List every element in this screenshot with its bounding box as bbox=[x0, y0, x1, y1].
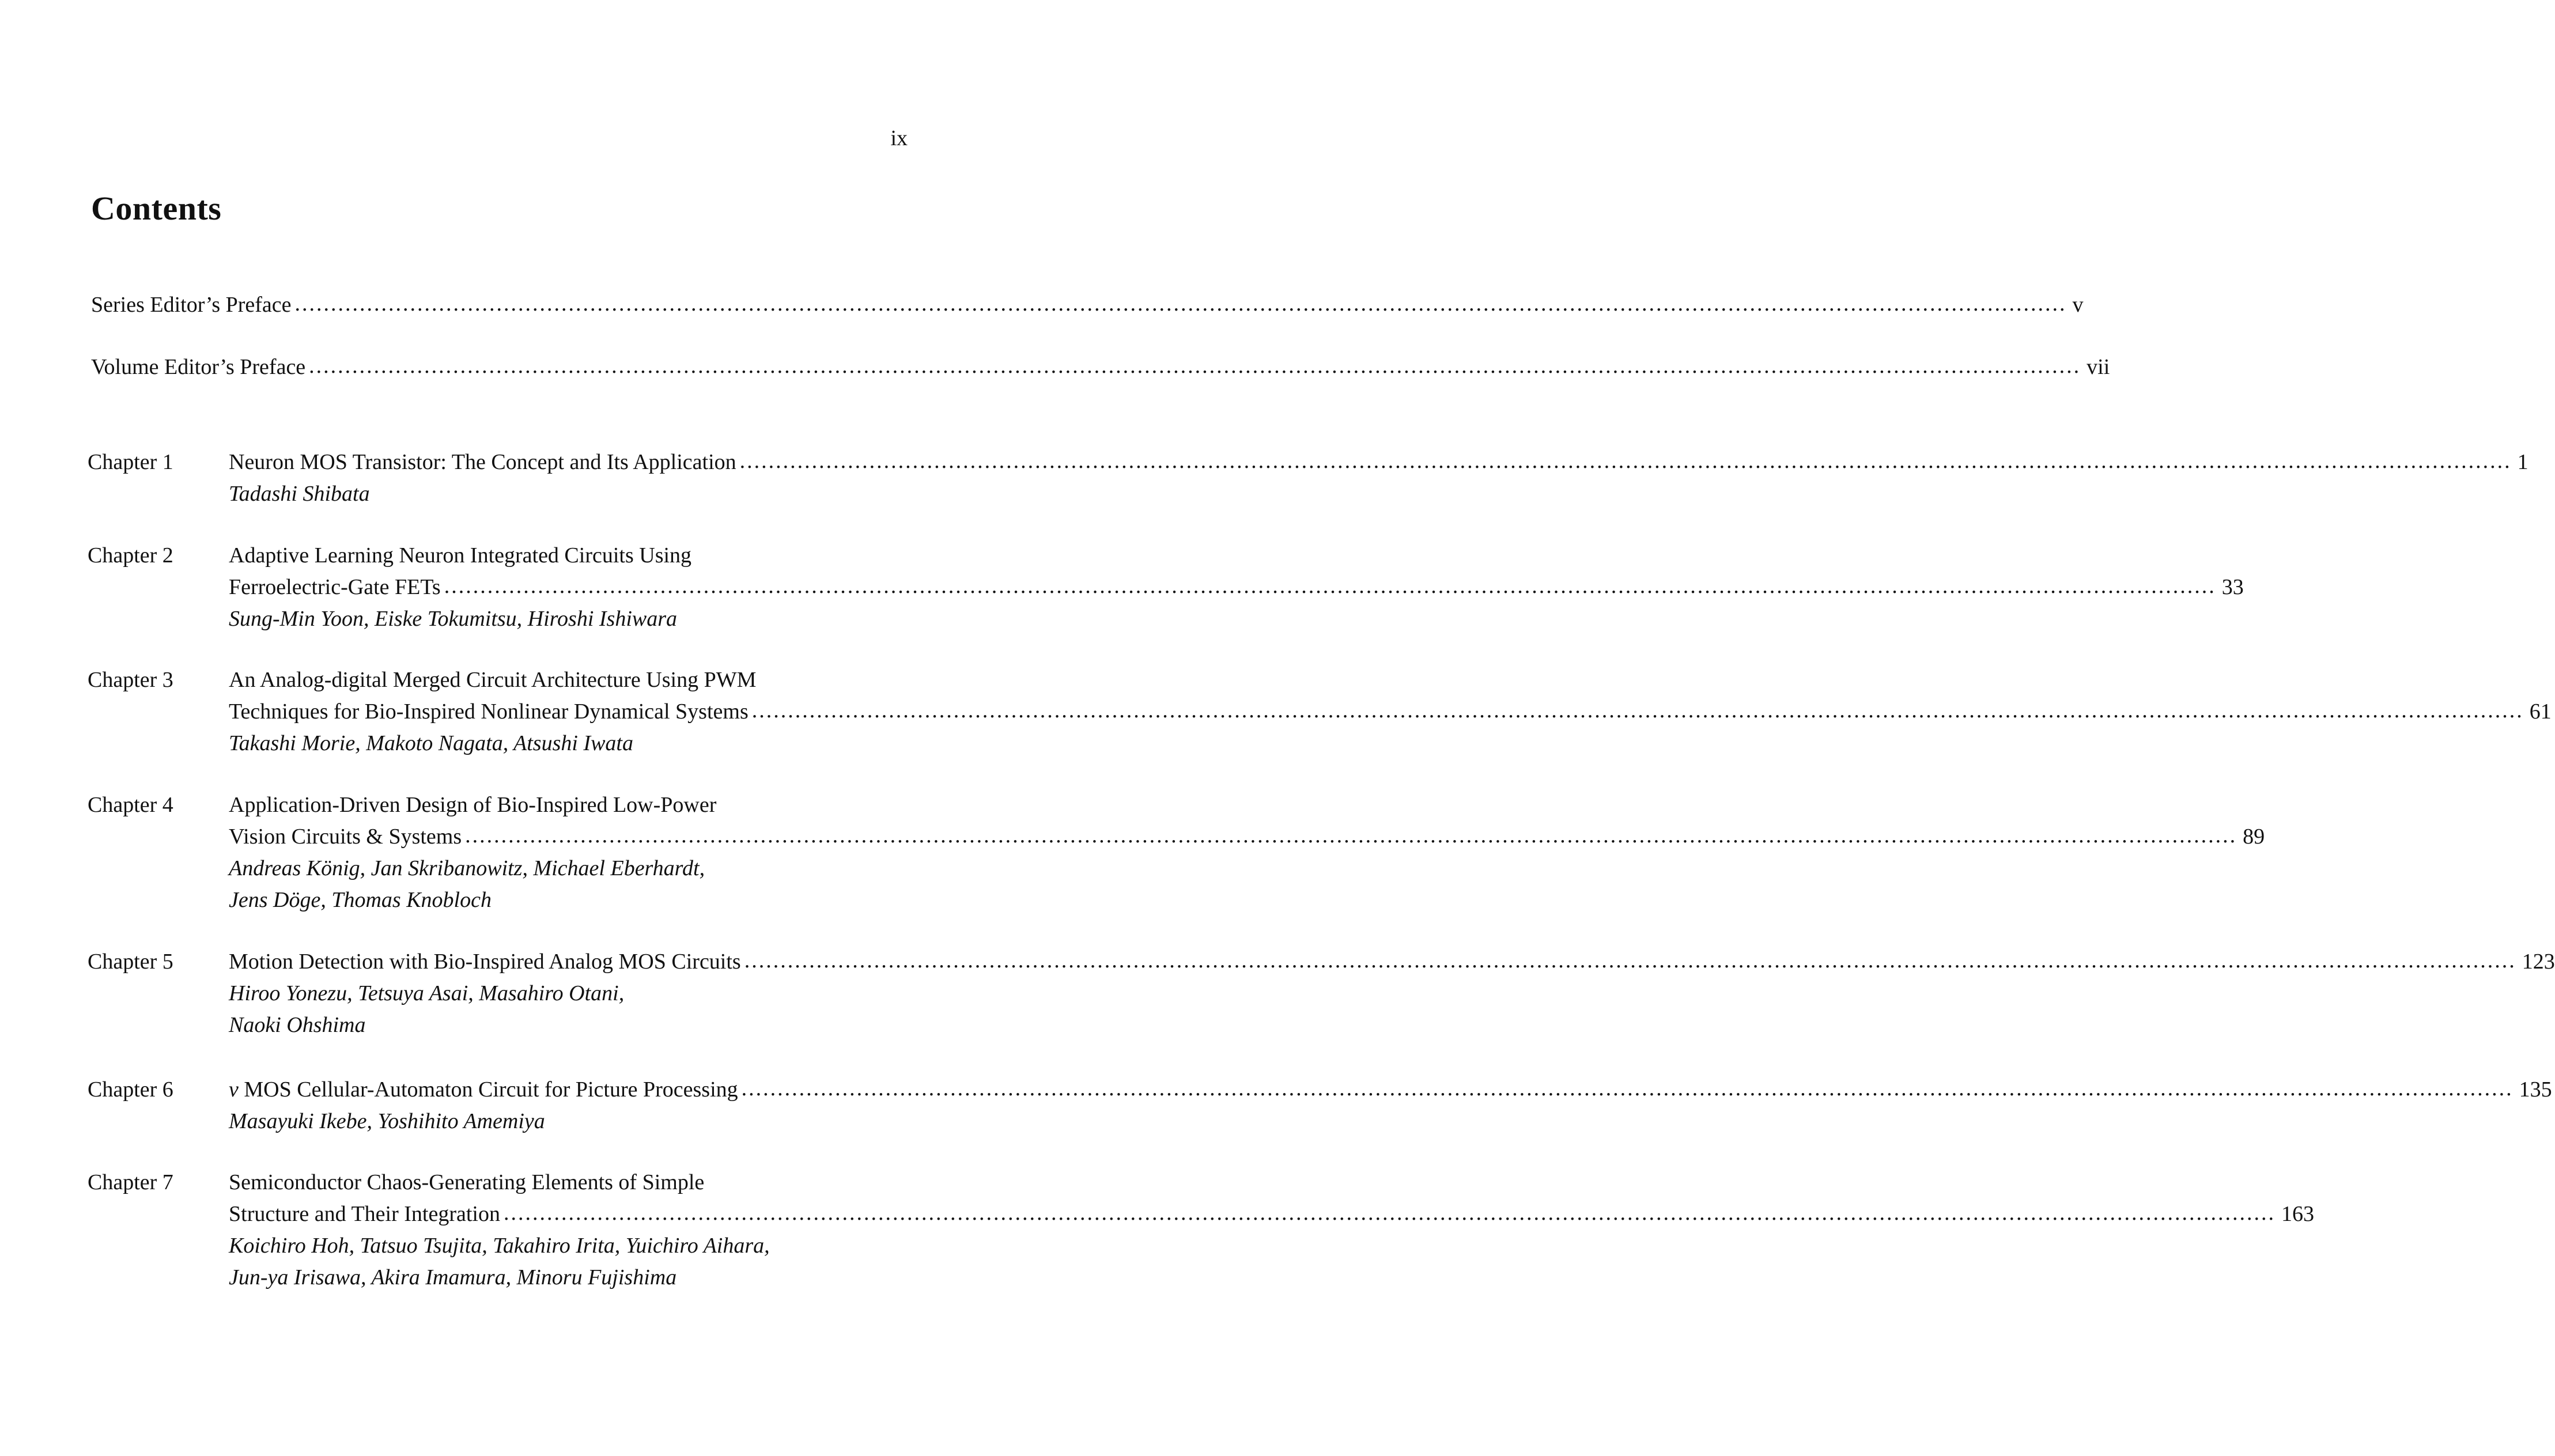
dot-leader bbox=[752, 695, 2524, 727]
chapter-body bbox=[229, 664, 2552, 759]
chapter-page: 61 bbox=[2529, 699, 2552, 724]
dot-leader bbox=[744, 945, 2516, 977]
chapter-label: Chapter 5 bbox=[88, 950, 173, 974]
chapter-authors: Koichiro Hoh, Tatsuo Tsujita, Takahiro Irita, Yuichiro Aihara, bbox=[229, 1234, 770, 1258]
dot-leader bbox=[309, 350, 2081, 382]
chapter-title: Motion Detection with Bio-Inspired Analog MOS Circuits bbox=[229, 950, 741, 974]
chapter-label: Chapter 4 bbox=[88, 793, 173, 817]
chapter-label: Chapter 2 bbox=[88, 543, 173, 568]
chapter-body bbox=[229, 946, 2555, 1041]
toc-entry-series-preface bbox=[91, 289, 2084, 321]
chapter-title-line bbox=[229, 821, 2265, 853]
chapter-body bbox=[229, 1167, 2314, 1294]
chapter-title: Neuron MOS Transistor: The Concept and Its Application bbox=[229, 450, 736, 474]
chapter-authors: Jens Döge, Thomas Knobloch bbox=[229, 888, 492, 912]
dot-leader bbox=[444, 570, 2216, 602]
chapter-page: 163 bbox=[2281, 1202, 2314, 1226]
chapter-title: Semiconductor Chaos-Generating Elements of Simple bbox=[229, 1170, 705, 1194]
toc-chapter-4 bbox=[88, 789, 2265, 916]
dot-leader bbox=[295, 288, 2067, 320]
chapter-page: 1 bbox=[2517, 450, 2528, 474]
chapter-title-prefix: v bbox=[229, 1077, 239, 1102]
chapter-title-line bbox=[229, 1198, 2314, 1230]
toc-chapter-1 bbox=[88, 447, 2528, 510]
chapter-title: Ferroelectric-Gate FETs bbox=[229, 575, 441, 599]
page-number: ix bbox=[890, 126, 908, 150]
chapter-title: An Analog-digital Merged Circuit Architecture Using PWM bbox=[229, 668, 757, 692]
chapter-body bbox=[229, 789, 2265, 916]
chapter-label: Chapter 6 bbox=[88, 1077, 173, 1102]
chapter-authors: Takashi Morie, Makoto Nagata, Atsushi Iwata bbox=[229, 731, 633, 755]
chapter-page: 123 bbox=[2522, 950, 2555, 974]
chapter-title: Application-Driven Design of Bio-Inspired Low-Power bbox=[229, 793, 717, 817]
chapter-page: 135 bbox=[2519, 1077, 2552, 1102]
chapter-authors: Sung-Min Yoon, Eiske Tokumitsu, Hiroshi Ishiwara bbox=[229, 607, 678, 631]
toc-entry-page: v bbox=[2072, 293, 2084, 317]
chapter-body bbox=[229, 540, 2244, 635]
chapter-body bbox=[229, 1074, 2552, 1137]
chapter-title: Vision Circuits & Systems bbox=[229, 825, 462, 849]
chapter-label: Chapter 3 bbox=[88, 668, 173, 692]
toc-chapter-3 bbox=[88, 664, 2552, 759]
chapter-title-line bbox=[229, 696, 2552, 728]
chapter-title: Adaptive Learning Neuron Integrated Circuits Using bbox=[229, 543, 692, 568]
chapter-title: Structure and Their Integration bbox=[229, 1202, 500, 1226]
chapter-page: 89 bbox=[2243, 825, 2265, 849]
toc-entry-volume-preface bbox=[91, 351, 2110, 383]
toc-entry-label: Volume Editor’s Preface bbox=[91, 355, 306, 379]
toc-entry-label: Series Editor’s Preface bbox=[91, 293, 292, 317]
toc-entry-page: vii bbox=[2087, 355, 2110, 379]
chapter-authors: Andreas König, Jan Skribanowitz, Michael Eberhardt, bbox=[229, 856, 705, 880]
page-title: Contents bbox=[91, 190, 222, 227]
toc-chapter-5 bbox=[88, 946, 2555, 1041]
toc-chapter-2 bbox=[88, 540, 2244, 635]
chapter-title-line bbox=[229, 946, 2555, 978]
chapter-label: Chapter 7 bbox=[88, 1170, 173, 1194]
dot-leader bbox=[465, 820, 2237, 852]
chapter-title: Techniques for Bio-Inspired Nonlinear Dynamical Systems bbox=[229, 699, 749, 724]
chapter-authors: Jun-ya Irisawa, Akira Imamura, Minoru Fujishima bbox=[229, 1265, 677, 1289]
chapter-label: Chapter 1 bbox=[88, 450, 173, 474]
dot-leader bbox=[742, 1073, 2514, 1105]
chapter-title-text: MOS Cellular-Automaton Circuit for Picture Processing bbox=[244, 1077, 738, 1102]
chapter-authors: Masayuki Ikebe, Yoshihito Amemiya bbox=[229, 1109, 545, 1133]
chapter-title bbox=[229, 1074, 738, 1106]
chapter-title-line bbox=[229, 572, 2244, 603]
dot-leader bbox=[740, 445, 2512, 477]
toc-chapter-7 bbox=[88, 1167, 2314, 1294]
dot-leader bbox=[504, 1197, 2276, 1229]
chapter-authors: Hiroo Yonezu, Tetsuya Asai, Masahiro Otani, bbox=[229, 981, 625, 1005]
chapter-title-line bbox=[229, 447, 2528, 478]
chapter-title-line bbox=[229, 1074, 2552, 1106]
chapter-authors: Tadashi Shibata bbox=[229, 482, 370, 506]
chapter-authors: Naoki Ohshima bbox=[229, 1013, 366, 1037]
chapter-page: 33 bbox=[2221, 575, 2244, 599]
toc-chapter-6 bbox=[88, 1074, 2552, 1137]
chapter-body bbox=[229, 447, 2528, 510]
